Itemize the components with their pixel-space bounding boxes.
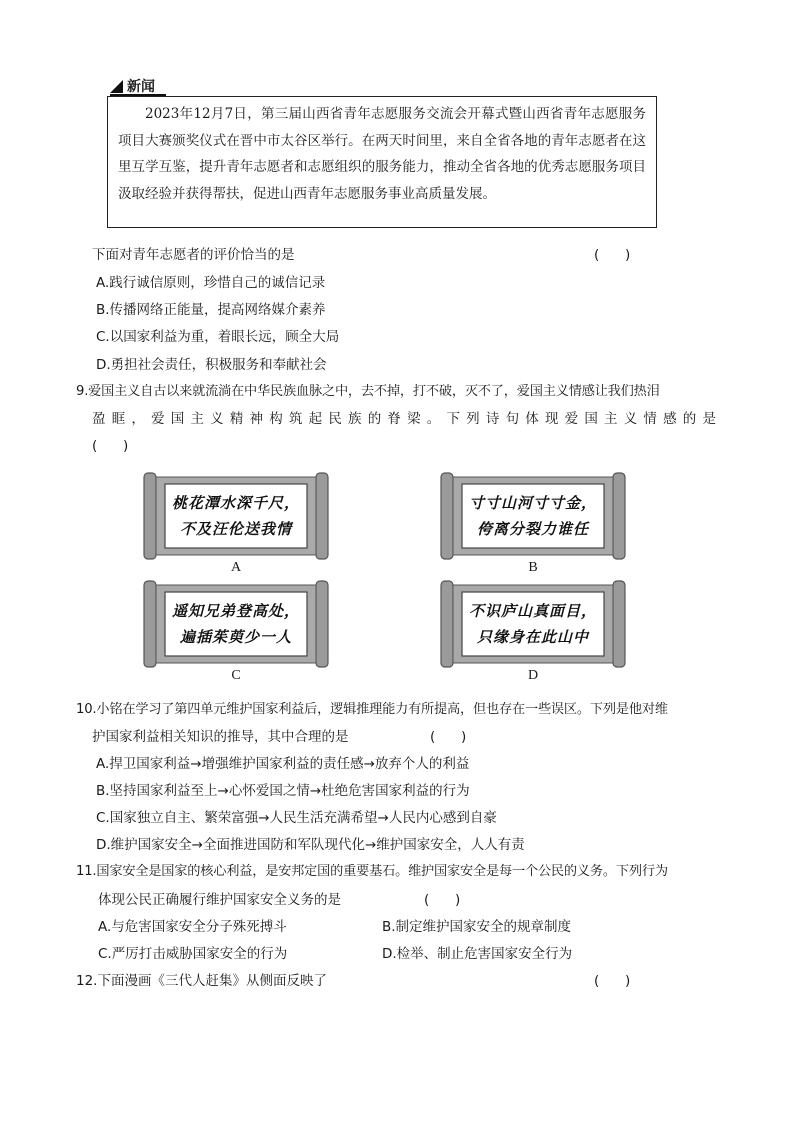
q10-answer-blank: ( ): [430, 729, 467, 745]
q11-line2: 体现公民正确履行维护国家安全义务的是: [98, 892, 341, 908]
q10-option-c: C.国家独立自主、繁荣富强→人民生活充满希望→人民内心感到自豪: [96, 810, 497, 826]
q11-option-d: D.检举、制止危害国家安全行为: [382, 946, 573, 962]
scroll-b: [440, 472, 626, 560]
q8-option-b: B.传播网络正能量，提高网络媒介素养: [96, 302, 326, 318]
scroll-d-line1: 不识庐山真面目，: [468, 602, 598, 620]
q11-option-c: C.严厉打击威胁国家安全的行为: [98, 946, 288, 962]
scroll-c-line2: 遍插茱萸少一人: [179, 628, 293, 646]
q10-line1: 10.小铭在学习了第四单元维护国家利益后，逻辑推理能力有所提高，但也存在一些误区。下列是他对维: [76, 702, 668, 717]
scroll-b-letter: B: [528, 560, 538, 575]
scroll-a-line1: 桃花潭水深千尺，: [171, 494, 301, 512]
q8-option-d: D.勇担社会责任，积极服务和奉献社会: [96, 357, 327, 373]
scroll-c-line1: 遥知兄弟登高处，: [171, 602, 301, 620]
news-body: 2023年12月7日，第三届山西省青年志愿服务交流会开幕式暨山西省青年志愿服务项目大赛颁奖仪式在晋中市太谷区举行。在两天时间里，来自全省各地的青年志愿者在这里互学互鉴，提升青年志愿者和志愿组织的服务能力，推动全省各地的优秀志愿服务项目汲取经验并获得帮扶，促进山西青年志愿服务事业高质量发展。: [118, 106, 646, 202]
scroll-c-letter: C: [231, 668, 241, 683]
q9-answer-blank: ( ): [92, 438, 129, 454]
scroll-b-line2: 侉离分裂力谁任: [476, 520, 590, 538]
scroll-a: [143, 472, 329, 560]
scroll-d-line2: 只缘身在此山中: [476, 628, 590, 646]
q8-stem: 下面对青年志愿者的评价恰当的是: [92, 247, 295, 263]
q8-answer-blank: ( ): [594, 247, 631, 263]
q11-answer-blank: ( ): [424, 892, 461, 908]
q11-option-b: B.制定维护国家安全的规章制度: [382, 919, 572, 935]
scroll-d: [440, 580, 626, 668]
q9-line1: 9.爱国主义自古以来就流淌在中华民族血脉之中，去不掉，打不破，灭不了，爱国主义情感让我们热泪: [76, 384, 660, 399]
scroll-b-line1: 寸寸山河寸寸金，: [468, 494, 598, 512]
q8-option-c: C.以国家利益为重，着眼长远，顾全大局: [96, 329, 340, 345]
q10-option-d: D.维护国家安全→全面推进国防和军队现代化→维护国家安全，人人有责: [96, 837, 525, 853]
q11-option-a: A.与危害国家安全分子殊死搏斗: [98, 919, 287, 935]
q8-option-a: A.践行诚信原则，珍惜自己的诚信记录: [96, 275, 326, 291]
news-label: 新闻: [127, 79, 155, 95]
q12-answer-blank: ( ): [594, 973, 631, 989]
scroll-d-letter: D: [527, 668, 539, 683]
q10-option-b: B.坚持国家利益至上→心怀爱国之情→杜绝危害国家利益的行为: [96, 783, 470, 799]
scroll-a-line2: 不及汪伦送我情: [179, 520, 293, 538]
q10-line2: 护国家利益相关知识的推导，其中合理的是: [92, 729, 349, 745]
news-box: [107, 96, 657, 228]
scroll-a-letter: A: [230, 560, 242, 575]
news-corner-icon: [110, 80, 123, 93]
q11-line1: 11.国家安全是国家的核心利益，是安邦定国的重要基石。维护国家安全是每一个公民的义务。下列行为: [76, 864, 668, 879]
q12-stem: 12.下面漫画《三代人赶集》从侧面反映了: [76, 973, 327, 989]
q9-line2: 盈眶，爱国主义精神构筑起民族的脊梁。下列诗句体现爱国主义情感的是: [92, 411, 716, 427]
q10-option-a: A.捍卫国家利益→增强维护国家利益的责任感→放弃个人的利益: [96, 756, 470, 772]
scroll-c: [143, 580, 329, 668]
